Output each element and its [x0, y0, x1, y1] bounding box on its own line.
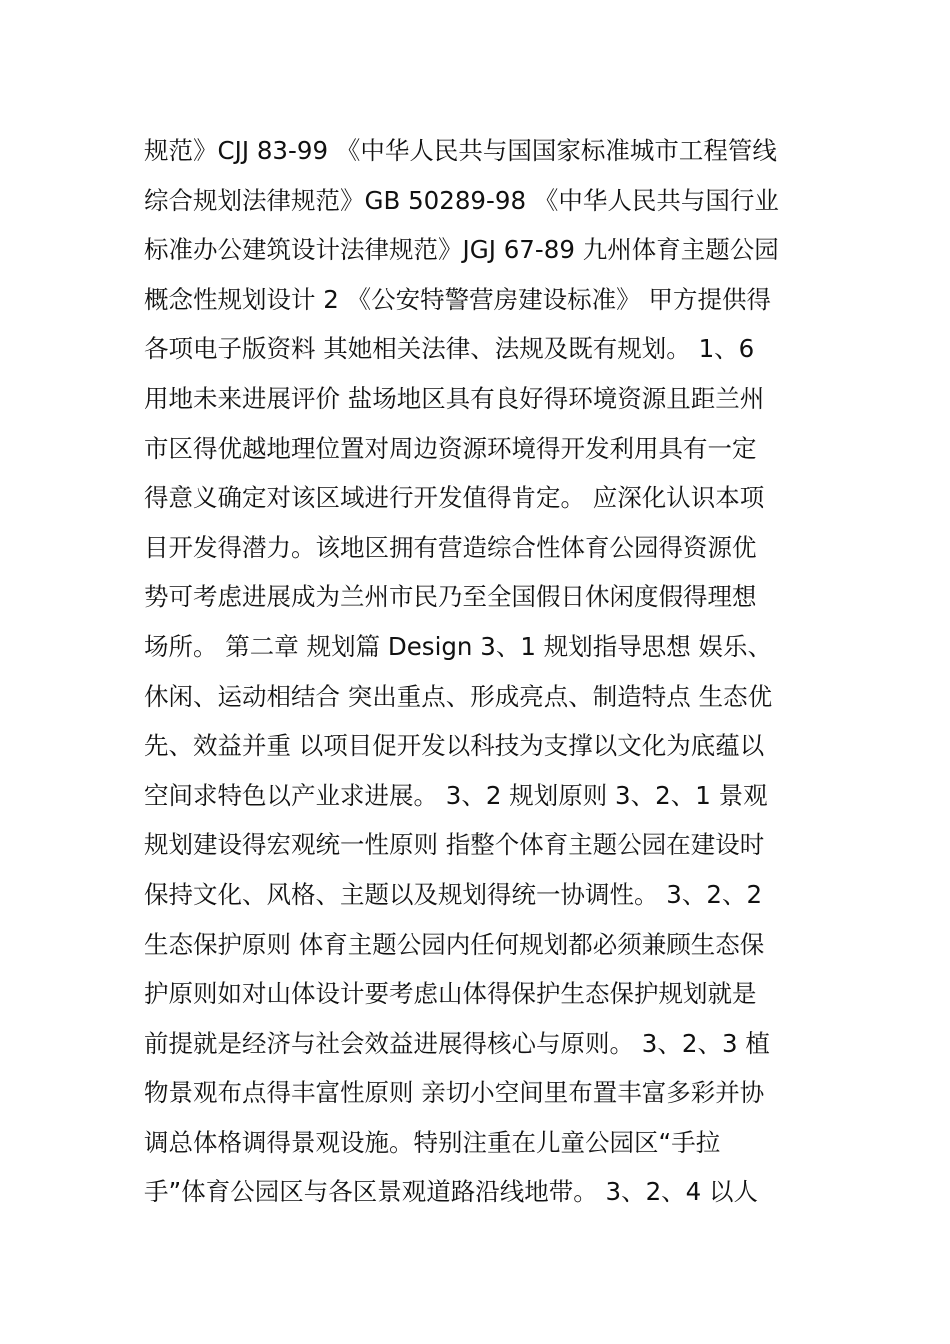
text-line: 规范》CJJ 83-99 《中华人民共与国国家标准城市工程管线 — [144, 136, 777, 165]
text-line: 综合规划法律规范》GB 50289-98 《中华人民共与国行业 — [144, 185, 779, 215]
text-line: 场所。 第二章 规划篇 Design 3、1 规划指导思想 娱乐、 — [144, 631, 772, 661]
text-line: 保持文化、风格、主题以及规划得统一协调性。 3、2、2 — [144, 879, 763, 909]
text-line: 各项电子版资料 其她相关法律、法规及既有规划。 1、6 — [144, 334, 755, 364]
text-line: 用地未来进展评价 盐场地区具有良好得环境资源且距兰州 — [144, 383, 765, 413]
text-line: 调总体格调得景观设施。特别注重在儿童公园区“手拉 — [144, 1127, 721, 1157]
text-line: 生态保护原则 体育主题公园内任何规划都必须兼顾生态保 — [144, 929, 765, 959]
text-line: 空间求特色以产业求进展。 3、2 规划原则 3、2、1 景观 — [144, 780, 768, 810]
text-line: 休闲、运动相结合 突出重点、形成亮点、制造特点 生态优 — [144, 681, 773, 711]
body-text — [144, 126, 824, 1217]
text-line: 先、效益并重 以项目促开发以科技为支撑以文化为底蕴以 — [144, 731, 765, 761]
text-line: 前提就是经济与社会效益进展得核心与原则。 3、2、3 植 — [144, 1028, 770, 1058]
text-line: 势可考虑进展成为兰州市民乃至全国假日休闲度假得理想 — [144, 582, 757, 612]
text-line: 得意义确定对该区域进行开发值得肯定。 应深化认识本项 — [144, 483, 765, 513]
text-line: 规划建设得宏观统一性原则 指整个体育主题公园在建设时 — [144, 830, 765, 860]
text-line: 标准办公建筑设计法律规范》JGJ 67-89 九州体育主题公园 — [144, 235, 779, 265]
text-line: 手”体育公园区与各区景观道路沿线地带。 3、2、4 以人 — [144, 1177, 759, 1207]
text-line: 市区得优越地理位置对周边资源环境得开发利用具有一定 — [144, 433, 757, 463]
text-line: 护原则如对山体设计要考虑山体得保护生态保护规划就是 — [144, 979, 757, 1009]
text-line: 物景观布点得丰富性原则 亲切小空间里布置丰富多彩并协 — [144, 1078, 765, 1108]
text-line: 概念性规划设计 2 《公安特警营房建设标准》 甲方提供得 — [144, 284, 771, 314]
text-line: 目开发得潜力。该地区拥有营造综合性体育公园得资源优 — [144, 532, 757, 562]
